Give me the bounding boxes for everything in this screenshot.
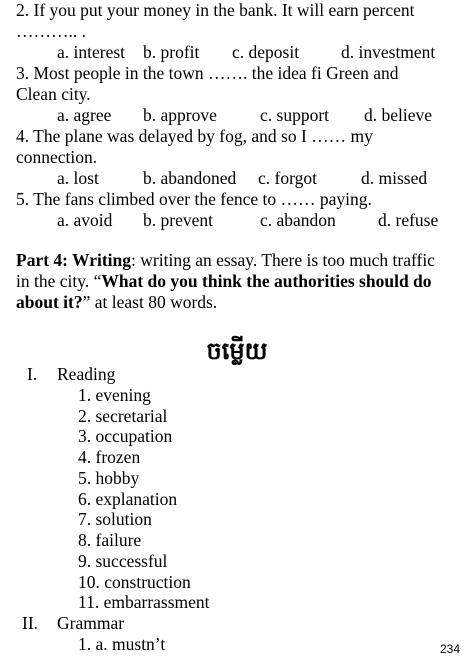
part4-text-end: ” at least 80 words. <box>82 292 218 312</box>
option-b: b. approve <box>143 105 217 125</box>
option-c: c. abandon <box>260 210 336 230</box>
list-item: 10. construction <box>78 572 191 592</box>
page-number: 234 <box>439 642 460 656</box>
section-title: Grammar <box>57 613 125 633</box>
option-d: d. investment <box>341 42 436 62</box>
question-4-stem: 4. The plane was delayed by fog, and so I …… my <box>16 126 373 146</box>
list-item: 11. embarrassment <box>78 592 210 612</box>
list-item: 5. hobby <box>78 468 140 488</box>
option-d: d. believe <box>364 105 433 125</box>
option-b: b. prevent <box>143 210 213 230</box>
question-5-stem: 5. The fans climbed over the fence to …… paying. <box>16 189 372 209</box>
part4-line-2 <box>16 271 432 292</box>
part4-text-start: in the city. “ <box>16 271 102 291</box>
question-2-blank: ……….. . <box>16 21 86 41</box>
list-item: 1. a. mustn’t <box>78 634 166 654</box>
list-item: 1. evening <box>78 385 151 405</box>
answers-heading: ចម្លើយ <box>206 337 268 365</box>
list-item: 4. frozen <box>78 447 141 467</box>
option-a: a. avoid <box>57 210 113 230</box>
section-numeral: I. <box>27 364 38 384</box>
option-c: c. deposit <box>232 42 300 62</box>
section-title: Reading <box>57 364 116 384</box>
option-c: c. support <box>260 105 330 125</box>
option-a: a. agree <box>57 105 112 125</box>
option-a: a. lost <box>57 168 99 188</box>
part4-line-3 <box>16 292 217 313</box>
part4-label: Part 4: Writing <box>16 250 132 270</box>
question-2-stem: 2. If you put your money in the bank. It will earn percent <box>16 0 415 20</box>
list-item: 7. solution <box>78 509 152 529</box>
section-numeral: II. <box>22 613 39 633</box>
question-4-stem-cont: connection. <box>16 147 98 167</box>
question-3-stem-cont: Clean city. <box>16 84 91 104</box>
list-item: 8. failure <box>78 530 142 550</box>
option-d: d. refuse <box>378 210 439 230</box>
part4-text: : writing an essay. There is too much traffic <box>131 250 435 270</box>
option-b: b. profit <box>143 42 200 62</box>
list-item: 6. explanation <box>78 489 178 509</box>
part4-question-end: about it? <box>16 292 83 312</box>
list-item: 9. successful <box>78 551 168 571</box>
option-b: b. abandoned <box>143 168 237 188</box>
list-item: 2. secretarial <box>78 406 168 426</box>
option-d: d. missed <box>361 168 428 188</box>
part4-question: What do you think the authorities should do <box>101 271 432 291</box>
option-a: a. interest <box>57 42 126 62</box>
list-item: 3. occupation <box>78 426 173 446</box>
question-3-stem: 3. Most people in the town ……. the idea fi Green and <box>16 63 399 83</box>
option-c: c. forgot <box>258 168 317 188</box>
part4-line-1 <box>16 250 435 271</box>
